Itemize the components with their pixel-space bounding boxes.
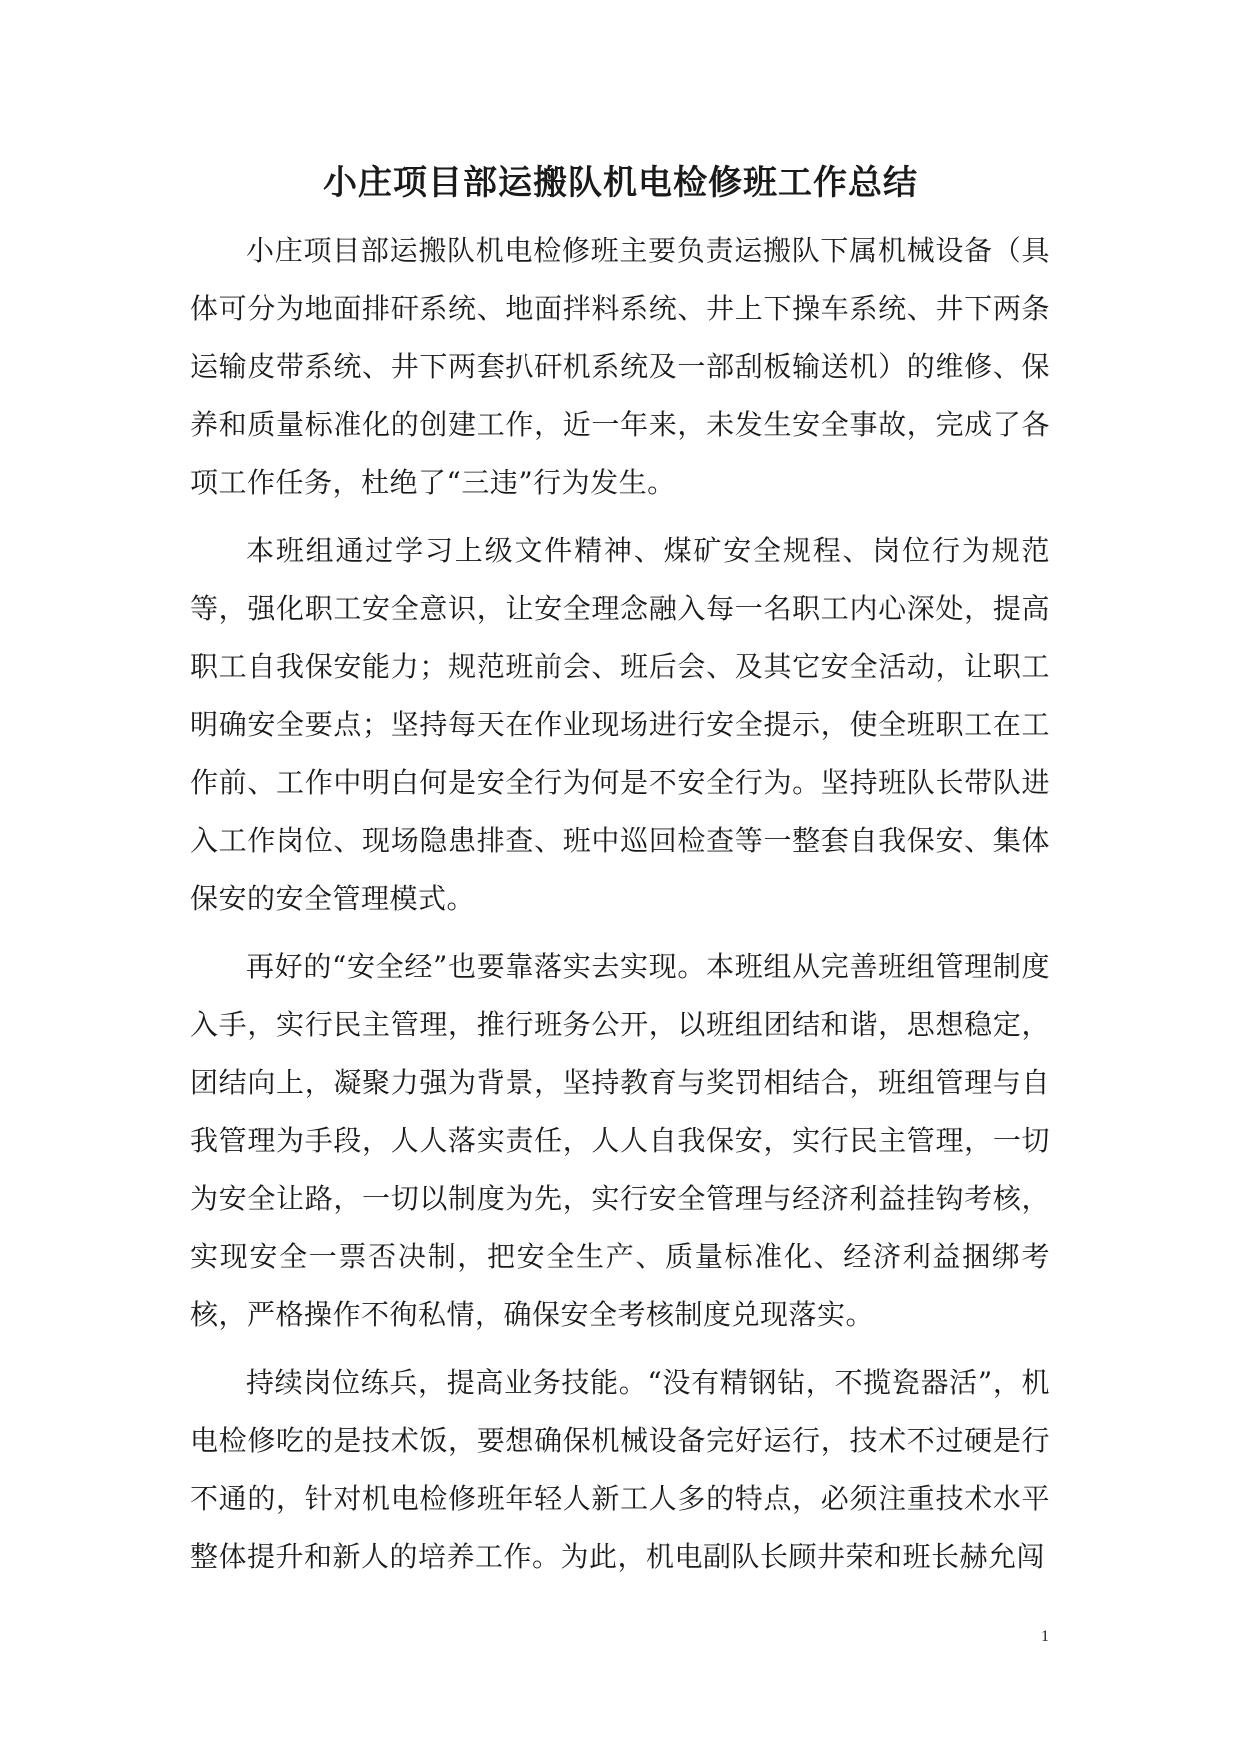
page-number: 1 xyxy=(1041,1628,1049,1645)
document-title: 小庄项目部运搬队机电检修班工作总结 xyxy=(323,163,918,203)
paragraph: 再好的“安全经”也要靠落实去实现。本班组从完善班组管理制度入手，实行民主管理，推行班务公开，以班组团结和谐，思想稳定，团结向上，凝聚力强为背景，坚持教育与奖罚相结合，班组管理与自我管理为手段，人人落实责任，人人自我保安，实行民主管理，一切为安全让路，一切以制度为先，实行安全管理与经济利益挂钩考核，实现安全一票否决制，把安全生产、质量标准化、经济利益捆绑考核，严格操作不徇私情，确保安全考核制度兑现落实。 xyxy=(190,950,1050,1331)
paragraph: 持续岗位练兵，提高业务技能。“没有精钢钻，不揽瓷器活”，机电检修吃的是技术饭，要想确保机械设备完好运行，技术不过硬是行不通的，针对机电检修班年轻人新工人多的特点，必须注重技术水平整体提升和新人的培养工作。为此，机电副队长顾井荣和班长赫允闯 xyxy=(190,1366,1050,1573)
paragraph: 本班组通过学习上级文件精神、煤矿安全规程、岗位行为规范等，强化职工安全意识，让安全理念融入每一名职工内心深处，提高职工自我保安能力；规范班前会、班后会、及其它安全活动，让职工明确安全要点；坚持每天在作业现场进行安全提示，使全班职工在工作前、工作中明白何是安全行为何是不安全行为。坚持班队长带队进入工作岗位、现场隐患排查、班中巡回检查等一整套自我保安、集体保安的安全管理模式。 xyxy=(190,534,1050,915)
document-body xyxy=(190,222,1050,1586)
paragraph: 小庄项目部运搬队机电检修班主要负责运搬队下属机械设备（具体可分为地面排矸系统、地面拌料系统、井上下操车系统、井下两条运输皮带系统、井下两套扒矸机系统及一部刮板输送机）的维修、保养和质量标准化的创建工作，近一年来，未发生安全事故，完成了各项工作任务，杜绝了“三违”行为发生。 xyxy=(190,234,1050,499)
